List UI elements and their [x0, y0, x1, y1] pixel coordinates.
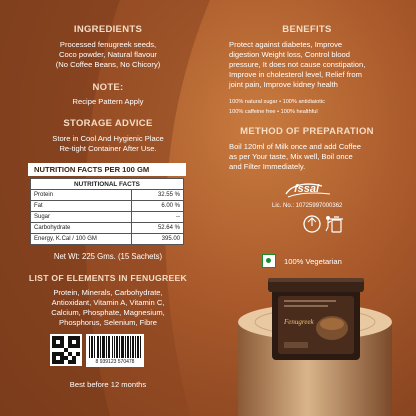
claims-line: 100% natural sugar • 100% antidiaiotic [229, 99, 325, 105]
veg-label: 100% Vegetarian [284, 257, 342, 266]
ingredients-line: Processed fenugreek seeds, [59, 40, 157, 49]
qr-code[interactable] [50, 334, 82, 366]
recycle-icon [304, 216, 320, 232]
ingredients-title: INGREDIENTS [73, 24, 143, 35]
benefits-line: pressure, It does not cause constipation, [229, 60, 366, 69]
nutrition-header: NUTRITION FACTS PER 100 GM [28, 163, 186, 176]
nutrient-value: 32.55 % [132, 190, 184, 201]
table-row [31, 234, 184, 245]
disposal-icons [276, 212, 360, 236]
benefits-line: digestion Weight loss, Control blood [229, 50, 351, 59]
note-text: Recipe Pattern Apply [72, 97, 144, 106]
claims-line: 100% caffeine free • 100% healthful [229, 109, 318, 115]
ingredients-line: (No Coffee Beans, No Chicory) [55, 60, 161, 69]
dustbin-icon [326, 216, 343, 232]
storage-line: Re-tight Container After Use. [59, 144, 157, 153]
method-line: Boil 120ml of Milk once and add Coffee [229, 142, 361, 151]
benefits-line: Protect against diabetes, Improve [229, 40, 343, 49]
method-title: METHOD OF PREPARATION [240, 126, 374, 137]
note-title: NOTE: [92, 82, 124, 93]
nutrition-table [30, 178, 184, 245]
method-line: as per Your taste, Mix well, Boil once [229, 152, 353, 161]
fssai-text: fssai [294, 183, 320, 195]
storage-line: Store in Cool And Hygienic Place [52, 134, 164, 143]
product-jar [262, 272, 370, 364]
method-line: and Filter Immediately. [229, 162, 306, 171]
nutrient-name: Fat [31, 201, 132, 212]
nutrient-value: -- [132, 212, 184, 223]
nutrient-name: Protein [31, 190, 132, 201]
elements-title: LIST OF ELEMENTS IN FENUGREEK [28, 273, 188, 283]
qr-code-icon [52, 336, 80, 364]
benefits-line: joint pain, Improve kidney health [229, 80, 338, 89]
nutrient-name: Energy, K.Cal / 100 GM [31, 234, 132, 245]
elements-line: Phosphorus, Selenium, Fibre [59, 318, 157, 327]
fssai-logo [282, 180, 336, 200]
elements-line: Antioxidant, Vitamin A, Vitamin C, [51, 298, 165, 307]
benefits-title: BENEFITS [282, 24, 332, 35]
license-number: Lic. No.: 10725997000362 [272, 203, 343, 209]
nutrition-table-title: NUTRITIONAL FACTS [31, 179, 184, 190]
nutrient-name: Sugar [31, 212, 132, 223]
barcode [86, 334, 144, 367]
elements-line: Protein, Minerals, Carbohydrate, [53, 288, 163, 297]
storage-title: STORAGE ADVICE [63, 118, 153, 129]
jar-brand: Fenugreek [284, 318, 314, 326]
nutrient-value: 395.00 [132, 234, 184, 245]
benefits-line: Improve in cholesterol level, Relief from [229, 70, 362, 79]
veg-symbol-icon [262, 254, 276, 268]
table-row [31, 212, 184, 223]
nutrient-value: 6.00 % [132, 201, 184, 212]
ingredients-line: Coco powder, Natural flavour [59, 50, 157, 59]
table-row [31, 190, 184, 201]
best-before: Best before 12 months [69, 380, 147, 389]
barcode-number: 8 939123 570478 [95, 359, 135, 365]
elements-line: Calcium, Phosphate, Magnesium, [51, 308, 165, 317]
nutrient-name: Carbohydrate [31, 223, 132, 234]
net-weight: Net Wt: 225 Gms. (15 Sachets) [53, 252, 163, 261]
table-row [31, 201, 184, 212]
nutrient-value: 52.64 % [132, 223, 184, 234]
table-row [31, 223, 184, 234]
